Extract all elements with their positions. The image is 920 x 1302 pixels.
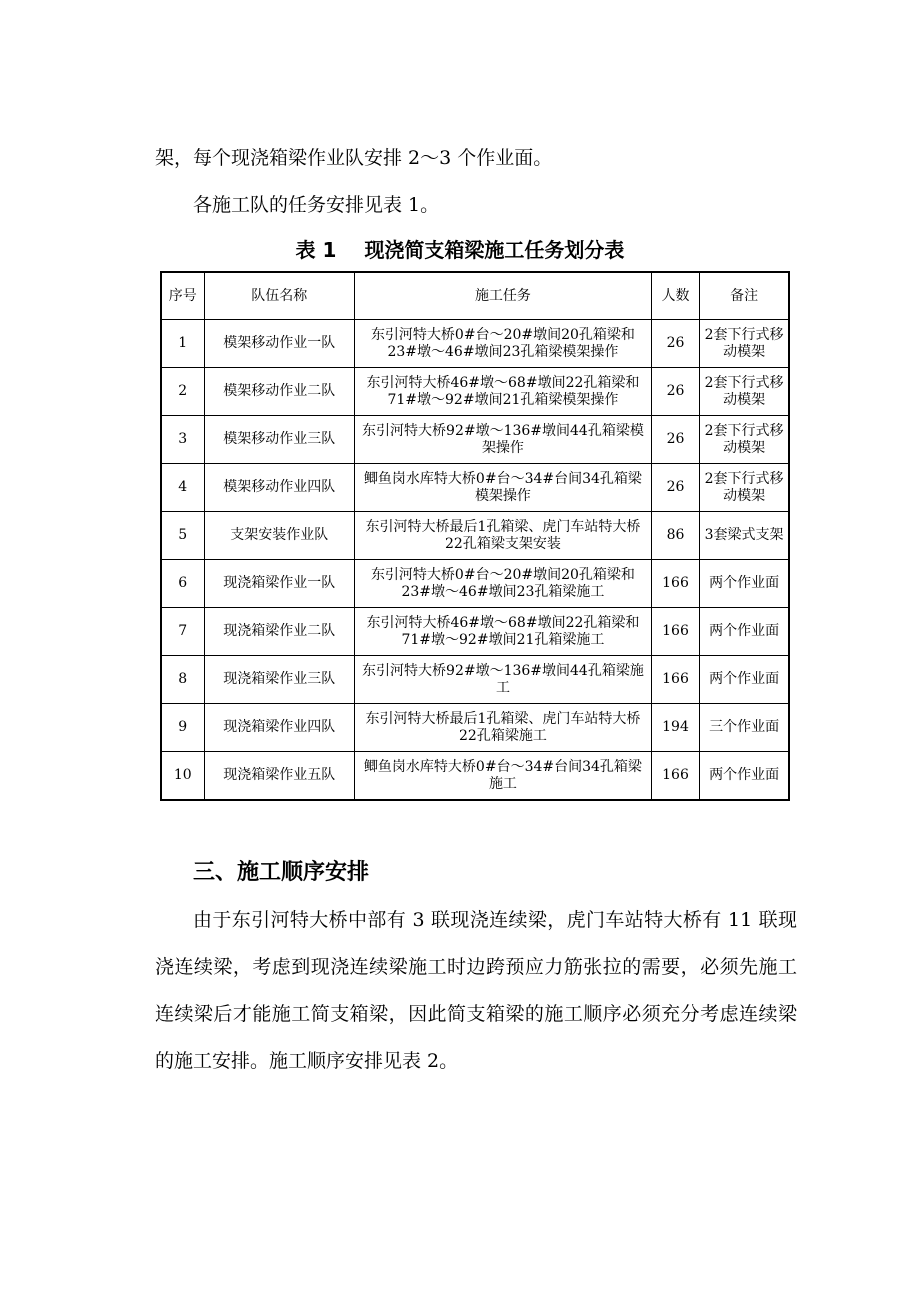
header-people: 人数 xyxy=(651,272,699,320)
cell-note: 2套下行式移动模架 xyxy=(700,368,789,416)
cell-task: 鲫鱼岗水库特大桥0#台～34#台间34孔箱梁施工 xyxy=(355,752,652,801)
cell-team: 模架移动作业四队 xyxy=(204,464,355,512)
cell-task: 鲫鱼岗水库特大桥0#台～34#台间34孔箱梁模架操作 xyxy=(355,464,652,512)
table-caption xyxy=(0,233,920,267)
cell-team: 现浇箱梁作业一队 xyxy=(204,560,355,608)
cell-task: 东引河特大桥0#台～20#墩间20孔箱梁和23#墩～46#墩间23孔箱梁模架操作 xyxy=(355,320,652,368)
cell-note: 两个作业面 xyxy=(700,656,789,704)
cell-people: 26 xyxy=(651,368,699,416)
cell-task: 东引河特大桥0#台～20#墩间20孔箱梁和23#墩～46#墩间23孔箱梁施工 xyxy=(355,560,652,608)
table-row xyxy=(161,560,789,608)
table-caption-number: 表 1 xyxy=(295,238,337,262)
header-note: 备注 xyxy=(700,272,789,320)
table-row xyxy=(161,464,789,512)
cell-note: 两个作业面 xyxy=(700,752,789,801)
cell-index: 2 xyxy=(161,368,204,416)
cell-task: 东引河特大桥92#墩～136#墩间44孔箱梁施工 xyxy=(355,656,652,704)
intro-line-2: 各施工队的任务安排见表 1。 xyxy=(193,194,440,216)
cell-index: 10 xyxy=(161,752,204,801)
cell-index: 6 xyxy=(161,560,204,608)
cell-index: 7 xyxy=(161,608,204,656)
table-row xyxy=(161,416,789,464)
cell-index: 5 xyxy=(161,512,204,560)
cell-task: 东引河特大桥最后1孔箱梁、虎门车站特大桥22孔箱梁施工 xyxy=(355,704,652,752)
cell-task: 东引河特大桥最后1孔箱梁、虎门车站特大桥22孔箱梁支架安装 xyxy=(355,512,652,560)
cell-team: 现浇箱梁作业三队 xyxy=(204,656,355,704)
cell-note: 两个作业面 xyxy=(700,560,789,608)
table-row xyxy=(161,704,789,752)
table-row xyxy=(161,368,789,416)
task-table xyxy=(160,271,790,801)
cell-note: 2套下行式移动模架 xyxy=(700,416,789,464)
cell-people: 166 xyxy=(651,560,699,608)
cell-index: 8 xyxy=(161,656,204,704)
cell-team: 模架移动作业三队 xyxy=(204,416,355,464)
table-row xyxy=(161,512,789,560)
table-row xyxy=(161,320,789,368)
cell-note: 3套梁式支架 xyxy=(700,512,789,560)
section-body-paragraph: 由于东引河特大桥中部有 3 联现浇连续梁，虎门车站特大桥有 11 联现浇连续梁，考虑到现浇连续梁施工时边跨预应力筋张拉的需要，必须先施工连续梁后才能施工简支箱梁，因此简支箱梁的施工顺序必须充分考虑连续梁的施工安排。施工顺序安排见表 2。 xyxy=(155,909,797,1072)
cell-note: 两个作业面 xyxy=(700,608,789,656)
intro-line-1: 架，每个现浇箱梁作业队安排 2～3 个作业面。 xyxy=(155,147,553,169)
cell-team: 现浇箱梁作业四队 xyxy=(204,704,355,752)
cell-people: 166 xyxy=(651,608,699,656)
cell-team: 现浇箱梁作业五队 xyxy=(204,752,355,801)
table-row xyxy=(161,608,789,656)
table-caption-title: 现浇简支箱梁施工任务划分表 xyxy=(364,238,625,262)
cell-team: 现浇箱梁作业二队 xyxy=(204,608,355,656)
table-row xyxy=(161,752,789,801)
cell-task: 东引河特大桥46#墩～68#墩间22孔箱梁和71#墩～92#墩间21孔箱梁模架操作 xyxy=(355,368,652,416)
cell-index: 3 xyxy=(161,416,204,464)
cell-people: 194 xyxy=(651,704,699,752)
section-heading: 三、施工顺序安排 xyxy=(193,860,370,885)
table-row xyxy=(161,656,789,704)
cell-task: 东引河特大桥46#墩～68#墩间22孔箱梁和71#墩～92#墩间21孔箱梁施工 xyxy=(355,608,652,656)
cell-note: 三个作业面 xyxy=(700,704,789,752)
cell-note: 2套下行式移动模架 xyxy=(700,320,789,368)
header-task: 施工任务 xyxy=(355,272,652,320)
cell-note: 2套下行式移动模架 xyxy=(700,464,789,512)
table-header-row xyxy=(161,272,789,320)
cell-team: 模架移动作业一队 xyxy=(204,320,355,368)
cell-people: 166 xyxy=(651,656,699,704)
cell-people: 86 xyxy=(651,512,699,560)
cell-task: 东引河特大桥92#墩～136#墩间44孔箱梁模架操作 xyxy=(355,416,652,464)
cell-people: 26 xyxy=(651,464,699,512)
header-team: 队伍名称 xyxy=(204,272,355,320)
cell-index: 1 xyxy=(161,320,204,368)
cell-team: 支架安装作业队 xyxy=(204,512,355,560)
cell-index: 4 xyxy=(161,464,204,512)
cell-people: 26 xyxy=(651,416,699,464)
cell-people: 166 xyxy=(651,752,699,801)
cell-people: 26 xyxy=(651,320,699,368)
header-index: 序号 xyxy=(161,272,204,320)
cell-index: 9 xyxy=(161,704,204,752)
cell-team: 模架移动作业二队 xyxy=(204,368,355,416)
